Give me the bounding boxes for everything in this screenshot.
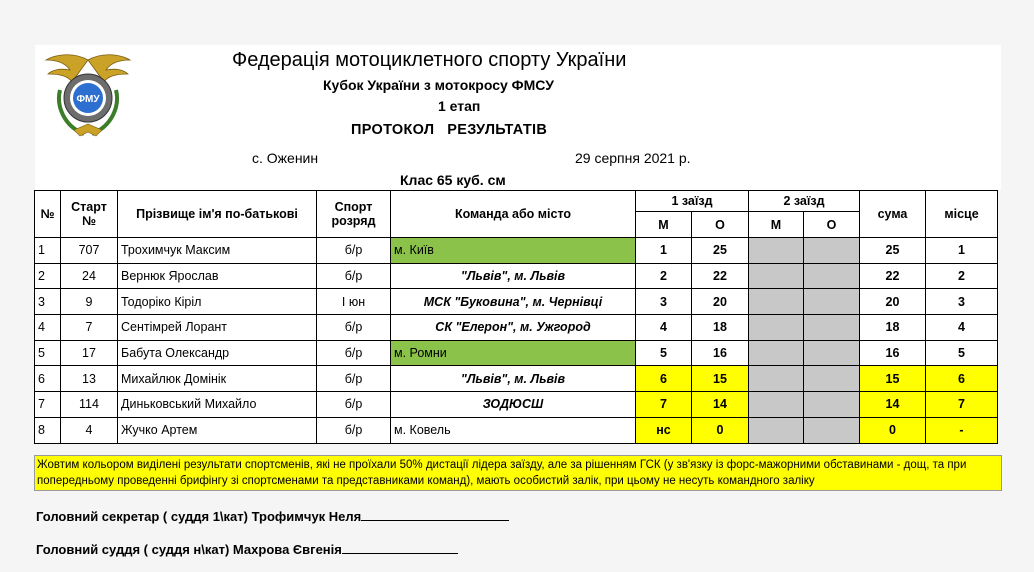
location-label: с. Оженин	[252, 150, 319, 166]
row-sum: 22	[860, 263, 926, 289]
header-o2: О	[804, 212, 860, 238]
row-rank: б/р	[317, 417, 391, 443]
row-o1: 18	[692, 315, 749, 341]
row-team: м. Ковель	[391, 417, 636, 443]
row-m2	[749, 340, 804, 366]
table-row	[35, 392, 998, 418]
row-num: 7	[35, 392, 61, 418]
table-row	[35, 417, 998, 443]
row-m1: нс	[636, 417, 692, 443]
row-rank: б/р	[317, 238, 391, 264]
judge-signature-blank	[342, 541, 458, 554]
table-row	[35, 366, 998, 392]
row-place: 2	[926, 263, 998, 289]
row-place: 6	[926, 366, 998, 392]
row-sum: 20	[860, 289, 926, 315]
row-m1: 5	[636, 340, 692, 366]
row-sum: 14	[860, 392, 926, 418]
row-name: Тодоріко Кіріл	[118, 289, 317, 315]
row-m2	[749, 263, 804, 289]
row-team: м. Київ	[391, 238, 636, 264]
row-num: 2	[35, 263, 61, 289]
header-m2: М	[749, 212, 804, 238]
row-name: Бабута Олександр	[118, 340, 317, 366]
row-name: Вернюк Ярослав	[118, 263, 317, 289]
row-place: 3	[926, 289, 998, 315]
row-o2	[804, 289, 860, 315]
row-team: ЗОДЮСШ	[391, 392, 636, 418]
federation-title: Федерація мотоциклетного спорту України	[232, 49, 627, 71]
row-num: 4	[35, 315, 61, 341]
row-o2	[804, 238, 860, 264]
row-sum: 0	[860, 417, 926, 443]
row-num: 3	[35, 289, 61, 315]
row-name: Михайлюк Домінік	[118, 366, 317, 392]
header-num: №	[35, 191, 61, 238]
row-start: 4	[61, 417, 118, 443]
row-rank: б/р	[317, 392, 391, 418]
row-start: 7	[61, 315, 118, 341]
federation-logo	[44, 50, 132, 140]
row-o1: 15	[692, 366, 749, 392]
row-place: 4	[926, 315, 998, 341]
row-sum: 18	[860, 315, 926, 341]
table-row	[35, 340, 998, 366]
row-m1: 7	[636, 392, 692, 418]
header-sum: сума	[860, 191, 926, 238]
header-m1: М	[636, 212, 692, 238]
row-place: 7	[926, 392, 998, 418]
table-row	[35, 289, 998, 315]
row-m1: 6	[636, 366, 692, 392]
protocol-title: ПРОТОКОЛ РЕЗУЛЬТАТІВ	[351, 122, 548, 138]
row-num: 1	[35, 238, 61, 264]
row-o1: 25	[692, 238, 749, 264]
row-team: МСК "Буковина", м. Чернівці	[391, 289, 636, 315]
row-m2	[749, 366, 804, 392]
header-place: місце	[926, 191, 998, 238]
header-o1: О	[692, 212, 749, 238]
row-m2	[749, 289, 804, 315]
row-num: 5	[35, 340, 61, 366]
table-row	[35, 263, 998, 289]
row-start: 13	[61, 366, 118, 392]
row-o1: 14	[692, 392, 749, 418]
judge-signature-line	[36, 541, 458, 557]
row-o2	[804, 315, 860, 341]
row-start: 114	[61, 392, 118, 418]
row-m2	[749, 315, 804, 341]
row-m1: 3	[636, 289, 692, 315]
header-race1: 1 заїзд	[636, 191, 749, 212]
row-m1: 1	[636, 238, 692, 264]
table-row	[35, 238, 998, 264]
row-place: 1	[926, 238, 998, 264]
row-o1: 20	[692, 289, 749, 315]
row-start: 24	[61, 263, 118, 289]
row-sum: 25	[860, 238, 926, 264]
secretary-label: Головний секретар ( суддя 1\кат) Трофимчук Неля	[36, 509, 362, 524]
row-team: "Львів", м. Львів	[391, 366, 636, 392]
row-o2	[804, 366, 860, 392]
row-start: 9	[61, 289, 118, 315]
row-name: Трохимчук Максим	[118, 238, 317, 264]
header-team: Команда або місто	[391, 191, 636, 238]
table-row	[35, 315, 998, 341]
header-name: Прізвище ім'я по-батькові	[118, 191, 317, 238]
row-m1: 2	[636, 263, 692, 289]
row-name: Диньковський Михайло	[118, 392, 317, 418]
row-o1: 16	[692, 340, 749, 366]
row-name: Сентімрей Лорант	[118, 315, 317, 341]
row-o1: 0	[692, 417, 749, 443]
row-rank: б/р	[317, 263, 391, 289]
row-num: 6	[35, 366, 61, 392]
row-sum: 15	[860, 366, 926, 392]
row-rank: б/р	[317, 366, 391, 392]
row-num: 8	[35, 417, 61, 443]
row-sum: 16	[860, 340, 926, 366]
row-team: "Львів", м. Львів	[391, 263, 636, 289]
row-rank: б/р	[317, 315, 391, 341]
row-m2	[749, 392, 804, 418]
row-o2	[804, 263, 860, 289]
secretary-signature-blank	[361, 508, 509, 521]
yellow-highlight-note: Жовтим кольором виділені результати спортсменів, які не проїхали 50% дистації лідера заїзду, але за рішенням ГСК (у зв'язку із форс-мажорними обставинами - дощ, та при попередньому проведенні брифінгу зі спортсменами та представниками команд), мають особистий залік, при цьому не несуть командного заліку	[34, 455, 1002, 491]
row-o2	[804, 417, 860, 443]
row-o2	[804, 340, 860, 366]
row-start: 17	[61, 340, 118, 366]
secretary-signature-line	[36, 508, 509, 524]
row-name: Жучко Артем	[118, 417, 317, 443]
row-m1: 4	[636, 315, 692, 341]
judge-label: Головний суддя ( суддя н\кат) Махрова Євгенія	[36, 542, 342, 557]
header-start: Старт №	[61, 191, 118, 238]
class-band	[35, 165, 1001, 190]
logo-letters: ФМУ	[76, 94, 100, 105]
header-rank: Спорт розряд	[317, 191, 391, 238]
row-o1: 22	[692, 263, 749, 289]
row-place: -	[926, 417, 998, 443]
row-m2	[749, 238, 804, 264]
row-rank: І юн	[317, 289, 391, 315]
results-table	[34, 190, 998, 444]
row-team: СК "Елерон", м. Ужгород	[391, 315, 636, 341]
row-m2	[749, 417, 804, 443]
date-label: 29 серпня 2021 р.	[575, 150, 691, 166]
row-team: м. Ромни	[391, 340, 636, 366]
cup-title: Кубок України з мотокросу ФМСУ	[323, 77, 554, 93]
row-o2	[804, 392, 860, 418]
row-start: 707	[61, 238, 118, 264]
stage-label: 1 етап	[438, 98, 481, 114]
class-label: Клас 65 куб. см	[400, 172, 506, 188]
header-race2: 2 заїзд	[749, 191, 860, 212]
row-rank: б/р	[317, 340, 391, 366]
row-place: 5	[926, 340, 998, 366]
table-header-row	[35, 191, 998, 212]
